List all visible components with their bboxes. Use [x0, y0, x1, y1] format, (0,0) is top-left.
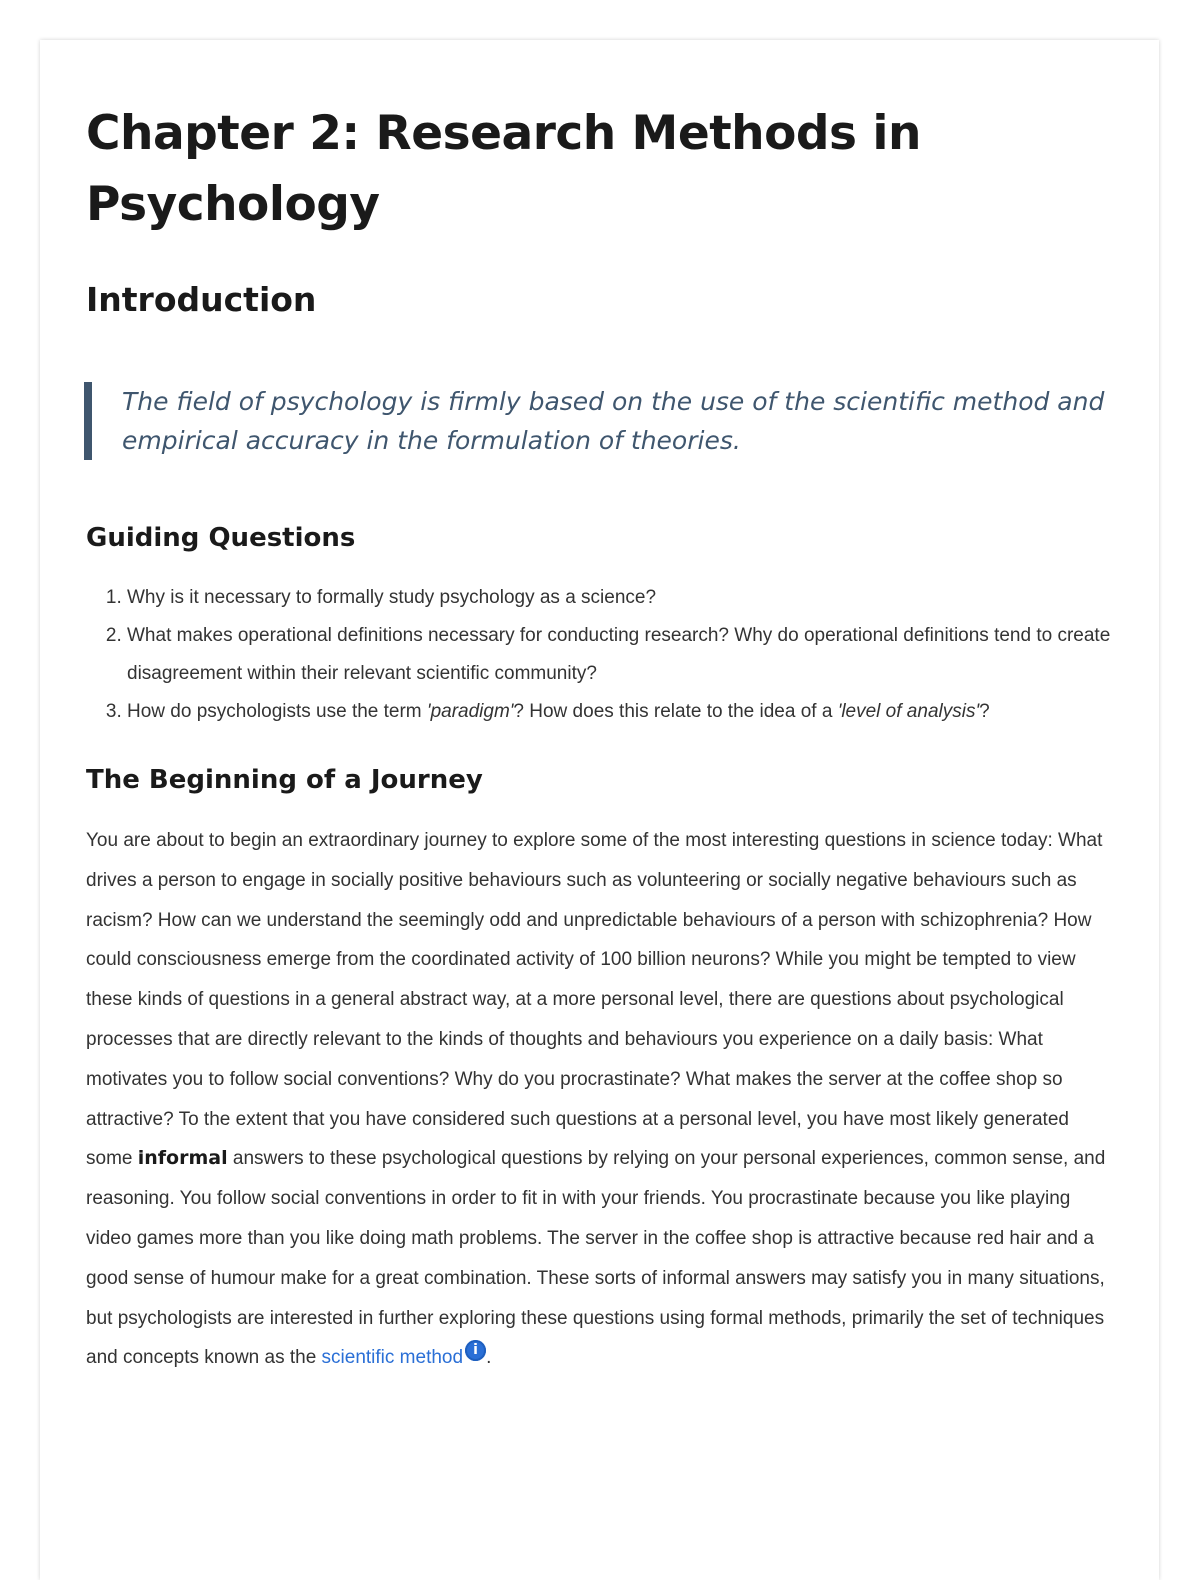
- journey-paragraph: [86, 821, 1114, 1378]
- question-text: How do psychologists use the term: [127, 701, 427, 722]
- guiding-questions-list: [86, 579, 1114, 731]
- chapter-title: Chapter 2: Research Methods in Psychology: [86, 106, 921, 232]
- paragraph-text: You are about to begin an extraordinary journey to explore some of the most interesting questions in science today: What drives a person to engage in socially positive behaviours such as volunteering or socially negative behaviours such as racism? How can we understand the seemingly odd and unpredictable behaviours of a person with schizophrenia? How could consciousness emerge from the coordinated activity of 100 billion neurons? While you might be tempted to view these kinds of questions in a general abstract way, at a more personal level, there are questions about psychological processes that are directly relevant to the kinds of thoughts and behaviours you experience on a daily basis: What motivates you to follow social conventions? Why do you procrastinate? What makes the server at the coffee shop so attractive? To the extent that you have considered such questions at a personal level, you have most likely generated some: [86, 830, 1103, 1170]
- term-emphasis: 'level of analysis': [837, 701, 980, 722]
- guiding-question-item: 2. What makes operational definitions necessary for conducting research? Why do operational definitions tend to create disagreement within their relevant scientific community?: [127, 617, 1114, 693]
- document-page: [40, 40, 1159, 1580]
- guiding-question-item: 1. Why is it necessary to formally study psychology as a science?: [127, 579, 1114, 617]
- journey-heading: The Beginning of a Journey: [86, 765, 483, 795]
- introduction-heading: Introduction: [86, 280, 317, 319]
- term-emphasis: 'paradigm': [426, 701, 514, 722]
- bold-term-informal: informal: [137, 1147, 228, 1170]
- guiding-question-item: [127, 693, 1114, 731]
- paragraph-text: answers to these psychological questions by relying on your personal experiences, common sense, and reasoning. You follow social conventions in order to fit in with your friends. You procrastinate because you like playing video games more than you like doing math problems. The server in the coffee shop is attractive because red hair and a good sense of humour make for a great combination. These sorts of informal answers may satisfy you in many situations, but psychologists are interested in further exploring these questions using formal methods, primarily the set of techniques and concepts known as the: [86, 1148, 1106, 1369]
- scientific-method-link[interactable]: scientific method: [321, 1347, 464, 1369]
- paragraph-text: .: [486, 1347, 492, 1369]
- glossary-info-icon[interactable]: i: [465, 1340, 486, 1361]
- guiding-questions-heading: Guiding Questions: [86, 523, 356, 553]
- question-text: ?: [979, 701, 990, 722]
- epigraph-quote: The field of psychology is firmly based on the use of the scientific method and empirical accuracy in the formulation of theories.: [84, 382, 1114, 460]
- question-text: ? How does this relate to the idea of a: [513, 701, 838, 722]
